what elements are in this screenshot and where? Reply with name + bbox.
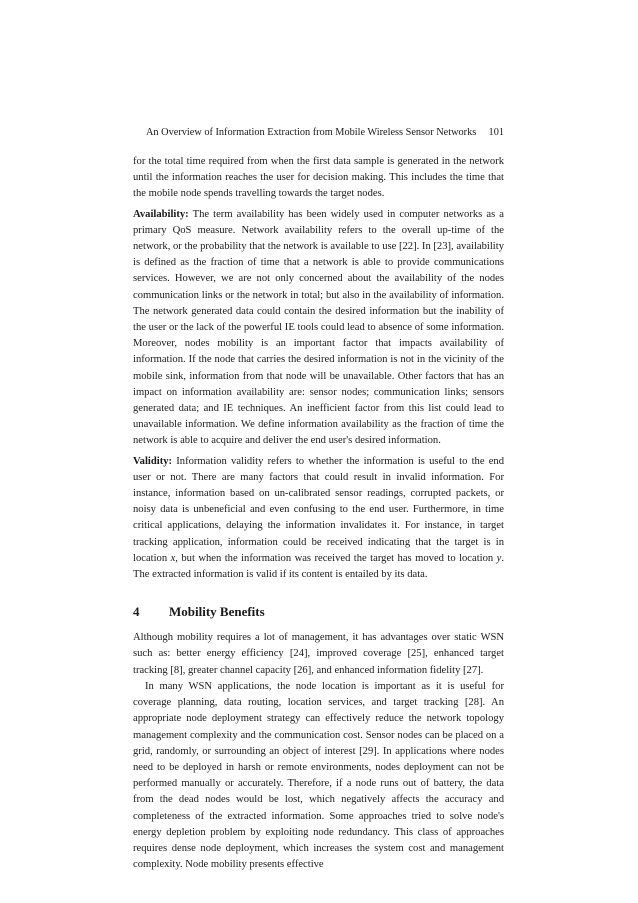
section-title: Mobility Benefits xyxy=(169,604,265,620)
page-body xyxy=(133,154,504,873)
intro-paragraph: for the total time required from when the first data sample is generated in the network until the information reaches the user for decision making. This includes the time that the mobile node spends travelling towards the target nodes. xyxy=(133,156,504,200)
validity-paragraph xyxy=(133,454,504,584)
validity-label: Validity: xyxy=(133,455,173,467)
running-header xyxy=(146,126,504,140)
validity-text-part-3: . The extracted information is valid if its content is entailed by its data. xyxy=(133,552,504,581)
running-title: An Overview of Information Extraction from Mobile Wireless Sensor Networks xyxy=(146,127,477,138)
mobility-paragraph-1: Although mobility requires a lot of management, it has advantages over static WSN such as: better energy efficiency [24], improved coverage [25], enhanced target tracking [8], greater channel capacity [26], and enhanced information fidelity [27]. xyxy=(133,632,504,676)
validity-text-part-2: , but when the information was received the target has moved to location xyxy=(175,552,497,564)
variable-y: y xyxy=(496,552,502,564)
availability-paragraph xyxy=(133,207,504,450)
validity-text-part-1: Information validity refers to whether the information is useful to the end user or not. There are many factors that could result in invalid information. For instance, information based on un-calibrated sensor readings, corrupted packets, or noisy data is unbeneficial and even confusing to the end user. Furthermore, in time critical applications, delaying the information invalidates it. For instance, in target tracking application, information could be received indicating that the target is in location xyxy=(133,455,504,564)
mobility-paragraph-2: In many WSN applications, the node location is important as it is useful for coverage planning, data routing, location services, and target tracking [28]. An appropriate node deployment strategy can effectively reduce the network topology management complexity and the communication cost. Sensor nodes can be placed on a grid, randomly, or surrounding an object of interest [29]. In applications where nodes need to be deployed in harsh or remote environments, nodes deployment can not be performed manually or accurately. Therefore, if a node runs out of battery, the data from the dead nodes would be lost, which negatively affects the accuracy and completeness of the extracted information. Some approaches tried to solve node's energy depletion problem by exploiting node redundancy. This class of approaches requires dense node deployment, which increases the system cost and management complexity. Node mobility presents effective xyxy=(133,680,504,871)
page-number: 101 xyxy=(488,127,504,138)
variable-x: x xyxy=(170,552,176,564)
section-heading xyxy=(133,603,504,621)
section-number: 4 xyxy=(133,604,140,620)
availability-text: The term availability has been widely used in computer networks as a primary QoS measure. Network availability refers to the overall up-time of the network, or the probability that the network is available to use [22]. In [23], availability is defined as the fraction of time that a network is able to provide communications services. However, we are not only concerned about the availability of the nodes communication links or the network in total; but also in the availability of information. The network generated data could contain the desired information but the inability of the user or the lack of the powerful IE tools could lead to absence of some information. Moreover, nodes mobility is an important factor that impacts availability of information. If the node that carries the desired information is not in the vicinity of the mobile sink, information from that node will be unavailable. Other factors that has an impact on information availability are: sensor nodes; communication links; sensors generated data; and IE techniques. An inefficient factor from this list could lead to unavailable information. We define information availability as the fraction of time the network is able to acquire and deliver the end user's desired information. xyxy=(133,208,504,447)
availability-label: Availability: xyxy=(133,208,189,220)
